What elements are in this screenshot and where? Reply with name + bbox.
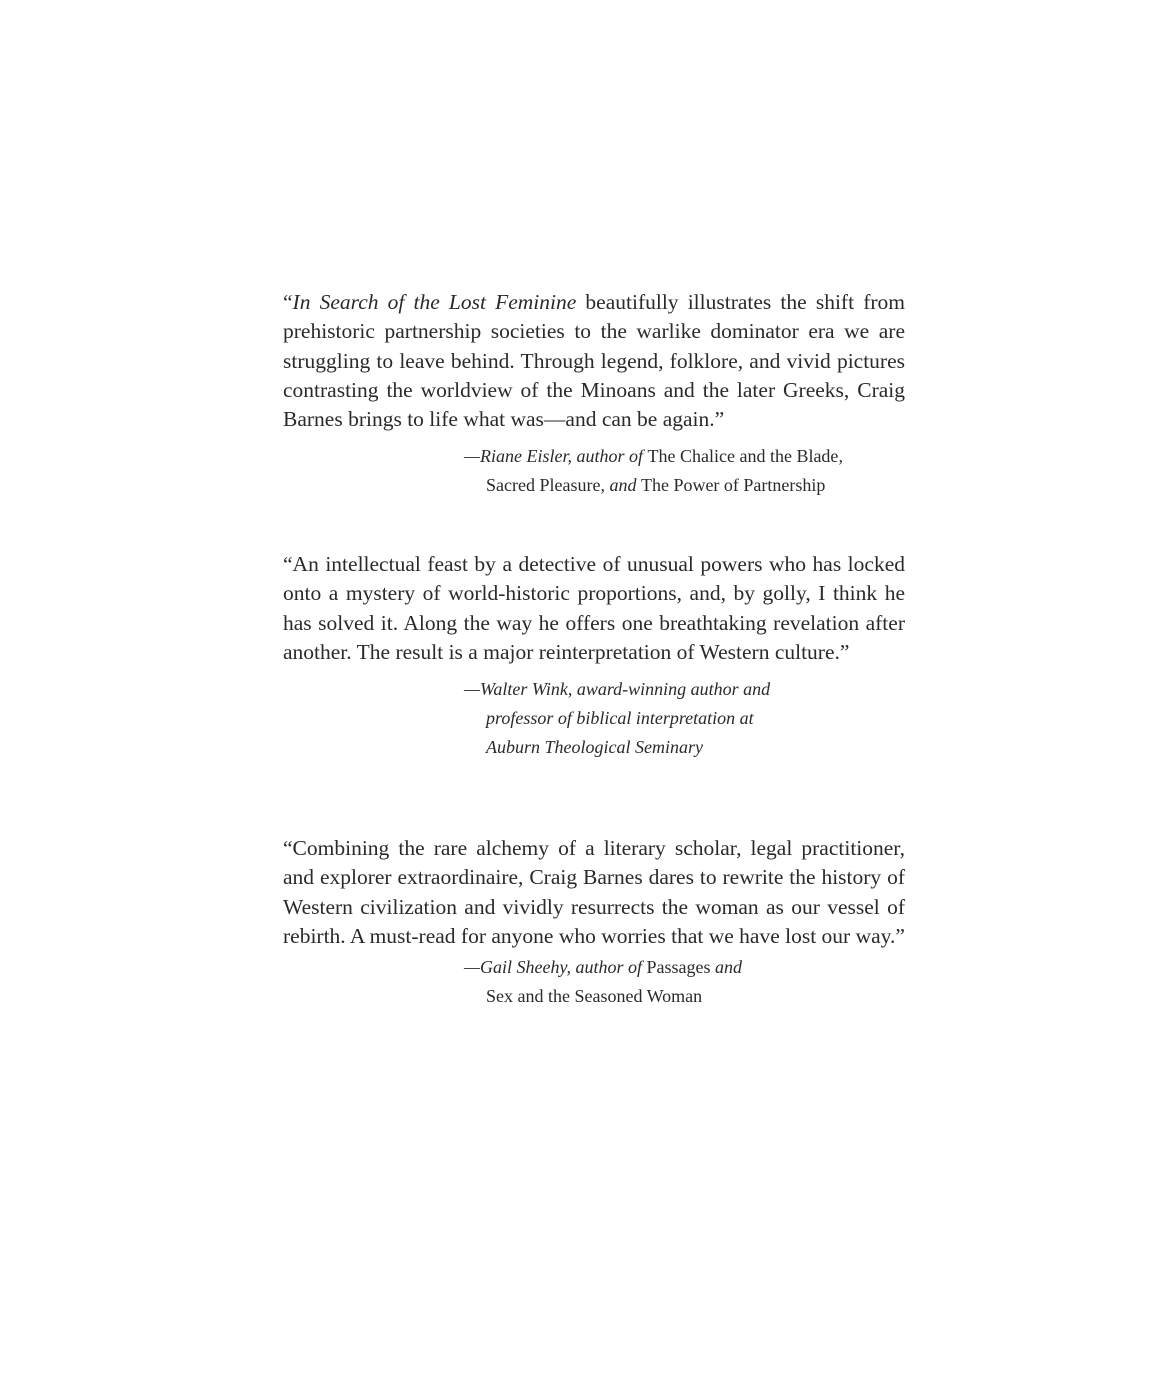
attribution-author: —Gail Sheehy, author of xyxy=(464,957,647,978)
attribution-line: professor of biblical interpretation at xyxy=(486,708,754,729)
book-title: Passages xyxy=(646,957,711,978)
attribution xyxy=(283,953,905,1011)
book-title: The Chalice and the Blade xyxy=(647,446,839,467)
attribution-line: Auburn Theological Seminary xyxy=(486,737,703,758)
book-title: Sex and the Seasoned Woman xyxy=(486,986,703,1007)
open-quote-mark: “ xyxy=(283,290,293,314)
separator: and xyxy=(710,957,742,978)
attribution-line xyxy=(464,471,905,500)
separator: , and xyxy=(600,475,641,496)
blurb-quote: “Combining the rare alchemy of a literary scholar, legal practitioner, and explorer extraordinaire, Craig Barnes dares to rewrite the history of Western civilization and vividly resurrects the woman as our vessel of rebirth. A must-read for anyone who worries that we have lost our way.” xyxy=(283,836,905,948)
book-title: In Search of the Lost Feminine xyxy=(292,290,577,314)
blurb-quote: “An intellectual feast by a detective of unusual powers who has locked onto a mystery of world-historic proportions, and, by golly, I think he has solved it. Along the way he offers one breathtaking revelation after another. The result is a major reinterpretation of Western culture.” xyxy=(283,552,905,664)
attribution xyxy=(283,675,905,762)
attribution xyxy=(283,442,905,500)
attribution-author: —Riane Eisler, author of xyxy=(464,446,648,467)
blurb-wink xyxy=(283,550,905,762)
book-title: The Power of Partnership xyxy=(640,475,826,496)
attribution-line xyxy=(464,982,905,1011)
attribution-line: —Walter Wink, award-winning author and xyxy=(464,679,771,700)
quote-text: beautifully illustrates the shift from prehistoric partnership societies to the warlike dominator era we are struggling to leave behind. Through legend, folklore, and vivid pictures contrasting the worldview of the Minoans and the later Greeks, Craig Barnes brings to life what was—and can be again.” xyxy=(283,290,905,432)
blurb-eisler xyxy=(283,288,905,500)
separator: , xyxy=(838,446,843,467)
attribution-line xyxy=(464,442,905,471)
book-title: Sacred Pleasure xyxy=(486,475,601,496)
attribution-line xyxy=(464,953,905,982)
blurb-quote xyxy=(283,288,905,434)
blurb-sheehy xyxy=(283,834,905,1011)
